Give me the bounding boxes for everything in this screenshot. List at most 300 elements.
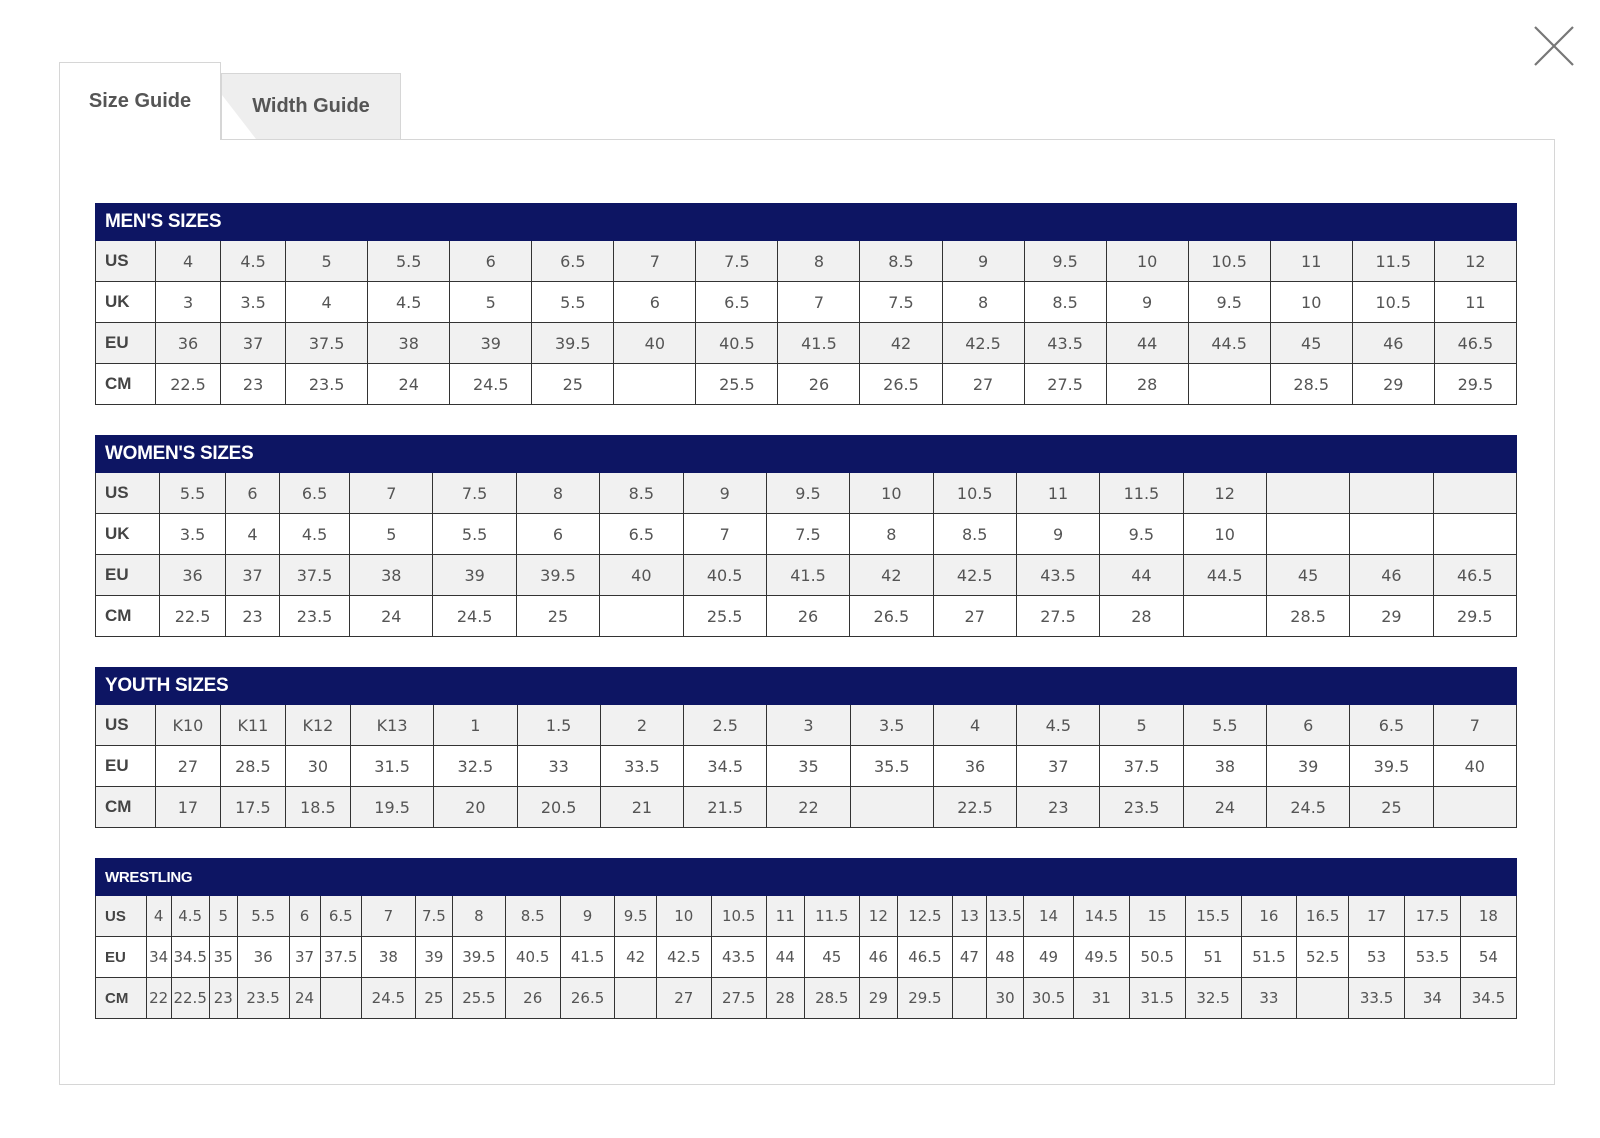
size-cell (1266, 514, 1349, 555)
size-cell: 2 (600, 705, 683, 746)
size-cell: 25 (415, 978, 452, 1019)
size-cell: 8.5 (600, 473, 683, 514)
size-cell: 27 (656, 978, 711, 1019)
size-cell: 36 (933, 746, 1016, 787)
size-cell: 51.5 (1241, 937, 1297, 978)
header-cell (434, 668, 517, 705)
size-cell: 11 (1270, 241, 1352, 282)
header-cell (560, 859, 615, 896)
header-cell (1241, 859, 1297, 896)
size-cell: 7.5 (860, 282, 942, 323)
header-cell (516, 436, 599, 473)
header-cell (1100, 668, 1183, 705)
header-cell (320, 859, 361, 896)
header-cell (600, 668, 683, 705)
size-cell: 44 (1100, 555, 1183, 596)
size-cell: K12 (285, 705, 350, 746)
header-cell (368, 204, 450, 241)
size-cell: 30 (285, 746, 350, 787)
size-cell: 31.5 (1129, 978, 1185, 1019)
size-cell: 12 (1183, 473, 1266, 514)
size-cell: 41.5 (778, 323, 860, 364)
womens-sizes-table (95, 435, 1517, 637)
size-cell: 7.5 (433, 473, 516, 514)
table-title: YOUTH SIZES (96, 668, 351, 705)
size-cell: 10 (1183, 514, 1266, 555)
header-cell (860, 204, 942, 241)
close-button[interactable] (1532, 24, 1576, 68)
size-cell: 12 (1434, 241, 1516, 282)
size-cell: 4.5 (171, 896, 209, 937)
size-cell: 24.5 (433, 596, 516, 637)
size-cell: 8.5 (1024, 282, 1106, 323)
header-cell (766, 859, 804, 896)
row-label: CM (96, 978, 147, 1019)
size-cell: 28 (1100, 596, 1183, 637)
size-cell (1433, 514, 1516, 555)
size-cell: 4 (226, 514, 280, 555)
size-cell: 4.5 (279, 514, 349, 555)
size-cell: 26.5 (560, 978, 615, 1019)
header-cell (1183, 436, 1266, 473)
size-cell: 7.5 (415, 896, 452, 937)
header-cell (1460, 859, 1516, 896)
size-cell (1350, 514, 1433, 555)
size-cell: 17 (155, 787, 220, 828)
size-cell: 8.5 (933, 514, 1016, 555)
size-cell: 9 (683, 473, 766, 514)
size-cell: 23.5 (237, 978, 289, 1019)
size-cell: 40.5 (505, 937, 560, 978)
size-cell: 10 (850, 473, 933, 514)
size-cell: 25.5 (683, 596, 766, 637)
table-title: WRESTLING (96, 859, 290, 896)
header-cell (614, 204, 696, 241)
size-cell: 1.5 (517, 705, 600, 746)
size-cell: 29 (1352, 364, 1434, 405)
table-title: WOMEN'S SIZES (96, 436, 350, 473)
size-cell: 24.5 (450, 364, 532, 405)
size-cell (1433, 473, 1516, 514)
size-cell: 7 (1433, 705, 1516, 746)
table-header-row (96, 859, 1517, 896)
size-cell: 46.5 (1433, 555, 1516, 596)
size-cell: 22.5 (160, 596, 226, 637)
size-cell: 5 (450, 282, 532, 323)
size-cell: 39 (1267, 746, 1350, 787)
size-cell: 23 (221, 364, 286, 405)
size-cell: 9 (1106, 282, 1188, 323)
size-cell: 38 (1183, 746, 1266, 787)
size-cell: 22 (146, 978, 171, 1019)
size-cell: 6.5 (1350, 705, 1433, 746)
size-cell: 51 (1185, 937, 1241, 978)
header-cell (1433, 436, 1516, 473)
header-cell (361, 859, 415, 896)
header-cell (711, 859, 766, 896)
size-cell: 49.5 (1073, 937, 1129, 978)
size-cell: 5.5 (1183, 705, 1266, 746)
size-cell: 34.5 (171, 937, 209, 978)
size-cell: 46 (1350, 555, 1433, 596)
size-cell: 39 (433, 555, 516, 596)
size-cell (615, 978, 656, 1019)
close-icon (1532, 24, 1576, 68)
header-cell (1297, 859, 1349, 896)
size-cell: 13 (952, 896, 986, 937)
size-cell: 50.5 (1129, 937, 1185, 978)
size-cell: 5 (350, 514, 433, 555)
size-cell: 28.5 (1270, 364, 1352, 405)
size-cell: 23.5 (1100, 787, 1183, 828)
size-cell: 42 (860, 323, 942, 364)
header-cell (600, 436, 683, 473)
size-cell: 8 (778, 241, 860, 282)
size-cell: 21 (600, 787, 683, 828)
size-cell: 6 (516, 514, 599, 555)
row-label: UK (96, 282, 156, 323)
row-label: CM (96, 596, 160, 637)
size-cell: 26 (766, 596, 849, 637)
size-cell: 37 (289, 937, 320, 978)
size-cell: 43.5 (1024, 323, 1106, 364)
size-cell: 24 (368, 364, 450, 405)
size-cell: 37 (226, 555, 280, 596)
size-cell: 37.5 (1100, 746, 1183, 787)
header-cell (289, 859, 320, 896)
size-cell: 30.5 (1024, 978, 1074, 1019)
size-cell: 20 (434, 787, 517, 828)
header-cell (1350, 436, 1433, 473)
size-cell: 42.5 (933, 555, 1016, 596)
header-cell (350, 436, 433, 473)
size-cell: 8.5 (860, 241, 942, 282)
row-label: CM (96, 364, 156, 405)
size-cell (1433, 787, 1516, 828)
size-cell: 10 (1270, 282, 1352, 323)
size-cell: 34 (146, 937, 171, 978)
size-cell: 4 (286, 282, 368, 323)
size-cell: 27 (933, 596, 1016, 637)
header-cell (433, 436, 516, 473)
table-row (96, 705, 1517, 746)
header-cell (1188, 204, 1270, 241)
size-cell: 29.5 (1433, 596, 1516, 637)
size-cell: 34 (1404, 978, 1460, 1019)
size-cell: 46.5 (897, 937, 952, 978)
size-cell: 4 (933, 705, 1016, 746)
size-cell: 18 (1460, 896, 1516, 937)
size-cell: 22.5 (156, 364, 221, 405)
size-cell: 40.5 (683, 555, 766, 596)
tab-size-guide[interactable] (59, 62, 221, 140)
header-cell (1349, 859, 1405, 896)
table-row (96, 787, 1517, 828)
size-cell: 1 (434, 705, 517, 746)
size-cell: 9.5 (1100, 514, 1183, 555)
size-cell (1266, 473, 1349, 514)
size-cell: 9.5 (1024, 241, 1106, 282)
size-cell: 24 (289, 978, 320, 1019)
header-cell (897, 859, 952, 896)
row-label: CM (96, 787, 156, 828)
header-cell (1129, 859, 1185, 896)
header-cell (696, 204, 778, 241)
header-cell (683, 436, 766, 473)
size-cell: 6 (289, 896, 320, 937)
size-cell: 37 (1017, 746, 1100, 787)
size-cell: K11 (220, 705, 285, 746)
size-cell: 9.5 (1188, 282, 1270, 323)
size-cell: 38 (368, 323, 450, 364)
size-cell: 17.5 (220, 787, 285, 828)
size-cell (614, 364, 696, 405)
size-cell: 6 (450, 241, 532, 282)
size-cell: 16.5 (1297, 896, 1349, 937)
size-cell: 4 (156, 241, 221, 282)
size-cell: 27.5 (711, 978, 766, 1019)
row-label: EU (96, 555, 160, 596)
size-cell: 23 (209, 978, 237, 1019)
size-cell: 37.5 (320, 937, 361, 978)
size-cell: 33 (1241, 978, 1297, 1019)
header-cell (859, 859, 897, 896)
size-cell: 9.5 (766, 473, 849, 514)
size-cell: 53 (1349, 937, 1405, 978)
header-cell (615, 859, 656, 896)
size-cell: 33 (517, 746, 600, 787)
size-cell: 6 (1267, 705, 1350, 746)
size-cell: 37 (221, 323, 286, 364)
size-cell: 37.5 (279, 555, 349, 596)
size-cell: 43.5 (711, 937, 766, 978)
header-cell (942, 204, 1024, 241)
size-cell: 10.5 (1352, 282, 1434, 323)
size-cell: 33.5 (600, 746, 683, 787)
size-cell: 29.5 (897, 978, 952, 1019)
size-cell: 41.5 (766, 555, 849, 596)
size-cell: 36 (160, 555, 226, 596)
table-row (96, 473, 1517, 514)
header-cell (1024, 859, 1074, 896)
header-cell (804, 859, 859, 896)
header-cell (767, 668, 850, 705)
size-cell: 25 (516, 596, 599, 637)
header-cell (850, 436, 933, 473)
header-cell (532, 204, 614, 241)
size-cell: 27.5 (1016, 596, 1099, 637)
size-cell: 6.5 (279, 473, 349, 514)
size-cell: 14 (1024, 896, 1074, 937)
wrestling-table (95, 858, 1517, 1019)
size-cell (600, 596, 683, 637)
table-row (96, 514, 1517, 555)
size-cell: 12.5 (897, 896, 952, 937)
size-cell: 8 (850, 514, 933, 555)
size-cell: 8 (453, 896, 506, 937)
size-cell: 11.5 (1352, 241, 1434, 282)
size-cell: 21.5 (684, 787, 767, 828)
header-cell (1267, 668, 1350, 705)
size-cell: 33.5 (1349, 978, 1405, 1019)
size-cell: 5 (209, 896, 237, 937)
size-cell: 14.5 (1073, 896, 1129, 937)
size-cell: 26.5 (860, 364, 942, 405)
header-cell (1024, 204, 1106, 241)
size-cell: 19.5 (350, 787, 433, 828)
size-cell: 7 (361, 896, 415, 937)
size-cell: 6.5 (696, 282, 778, 323)
size-cell: 41.5 (560, 937, 615, 978)
header-cell (952, 859, 986, 896)
size-cell (952, 978, 986, 1019)
size-cell: 23.5 (286, 364, 368, 405)
header-cell (1185, 859, 1241, 896)
size-cell: 7 (614, 241, 696, 282)
size-cell: 3 (156, 282, 221, 323)
size-cell: 24.5 (1267, 787, 1350, 828)
size-cell: 4.5 (1017, 705, 1100, 746)
header-cell (415, 859, 452, 896)
size-cell: 35 (209, 937, 237, 978)
size-cell: 25 (532, 364, 614, 405)
size-cell: 3.5 (850, 705, 933, 746)
header-cell (778, 204, 860, 241)
size-cell: 24 (1183, 787, 1266, 828)
size-cell: 7.5 (696, 241, 778, 282)
size-cell: 32.5 (1185, 978, 1241, 1019)
size-cell: 9.5 (615, 896, 656, 937)
mens-sizes-table (95, 203, 1517, 405)
size-cell: 39.5 (532, 323, 614, 364)
row-label: US (96, 705, 156, 746)
size-cell: 10 (1106, 241, 1188, 282)
header-cell (1434, 204, 1516, 241)
header-cell (1350, 668, 1433, 705)
size-cell: 27.5 (1024, 364, 1106, 405)
size-cell: 43.5 (1016, 555, 1099, 596)
size-cell: 15.5 (1185, 896, 1241, 937)
size-cell: 48 (986, 937, 1023, 978)
size-cell: 40 (614, 323, 696, 364)
size-cell: 39 (450, 323, 532, 364)
table-row (96, 364, 1517, 405)
size-cell: 13.5 (986, 896, 1023, 937)
row-label: UK (96, 514, 160, 555)
table-row (96, 323, 1517, 364)
header-cell (350, 668, 433, 705)
size-cell: 6.5 (600, 514, 683, 555)
size-cell: 8 (516, 473, 599, 514)
header-cell (933, 436, 1016, 473)
size-cell: 12 (859, 896, 897, 937)
table-row (96, 746, 1517, 787)
header-cell (656, 859, 711, 896)
size-cell (1297, 978, 1349, 1019)
size-cell: 16 (1241, 896, 1297, 937)
size-cell: 42 (850, 555, 933, 596)
size-cell: 28 (1106, 364, 1188, 405)
size-cell: 11 (1434, 282, 1516, 323)
size-cell: 44.5 (1188, 323, 1270, 364)
size-cell: 3.5 (160, 514, 226, 555)
size-cell: 24.5 (361, 978, 415, 1019)
size-cell: 35.5 (850, 746, 933, 787)
header-cell (1404, 859, 1460, 896)
size-cell: 9 (1016, 514, 1099, 555)
size-cell: 11 (766, 896, 804, 937)
size-cell: 22.5 (933, 787, 1016, 828)
header-cell (1073, 859, 1129, 896)
size-cell: 23 (226, 596, 280, 637)
size-cell: 54 (1460, 937, 1516, 978)
table-row (96, 282, 1517, 323)
size-cell: 40 (1433, 746, 1516, 787)
header-cell (1352, 204, 1434, 241)
header-cell (505, 859, 560, 896)
size-cell: 31 (1073, 978, 1129, 1019)
size-cell: 28.5 (1266, 596, 1349, 637)
size-cell: 7 (778, 282, 860, 323)
size-cell: 49 (1024, 937, 1074, 978)
size-cell: 22.5 (171, 978, 209, 1019)
size-cell: 45 (804, 937, 859, 978)
tab-size-guide-label: Size Guide (88, 90, 192, 112)
size-cell: 5.5 (368, 241, 450, 282)
size-cell: 4.5 (368, 282, 450, 323)
size-cell: 25.5 (453, 978, 506, 1019)
size-cell: 42.5 (656, 937, 711, 978)
header-cell (450, 204, 532, 241)
header-cell (986, 859, 1023, 896)
row-label: US (96, 896, 147, 937)
size-cell: 45 (1270, 323, 1352, 364)
size-cell: 5 (1100, 705, 1183, 746)
size-cell: 7.5 (766, 514, 849, 555)
size-cell: 28.5 (804, 978, 859, 1019)
header-cell (933, 668, 1016, 705)
size-cell: 35 (767, 746, 850, 787)
table-header-row (96, 204, 1517, 241)
size-cell: 15 (1129, 896, 1185, 937)
header-cell (1016, 436, 1099, 473)
table-row (96, 596, 1517, 637)
size-cell: 3 (767, 705, 850, 746)
tab-width-guide[interactable] (221, 73, 401, 140)
size-cell: 5.5 (532, 282, 614, 323)
header-cell (517, 668, 600, 705)
size-cell: 11.5 (804, 896, 859, 937)
header-cell (684, 668, 767, 705)
size-cell: 10 (656, 896, 711, 937)
size-cell: 25.5 (696, 364, 778, 405)
size-cell: 37.5 (286, 323, 368, 364)
header-cell (1100, 436, 1183, 473)
size-cell: 31.5 (350, 746, 433, 787)
size-cell: 36 (156, 323, 221, 364)
size-cell: 53.5 (1404, 937, 1460, 978)
size-cell (850, 787, 933, 828)
youth-sizes-table (95, 667, 1517, 828)
size-cell: 44.5 (1183, 555, 1266, 596)
size-cell: 8 (942, 282, 1024, 323)
size-cell: 26 (778, 364, 860, 405)
size-cell: 23.5 (279, 596, 349, 637)
size-cell: 17 (1349, 896, 1405, 937)
size-cell: 45 (1266, 555, 1349, 596)
tab-width-guide-label: Width Guide (252, 95, 370, 117)
size-cell: 10.5 (711, 896, 766, 937)
